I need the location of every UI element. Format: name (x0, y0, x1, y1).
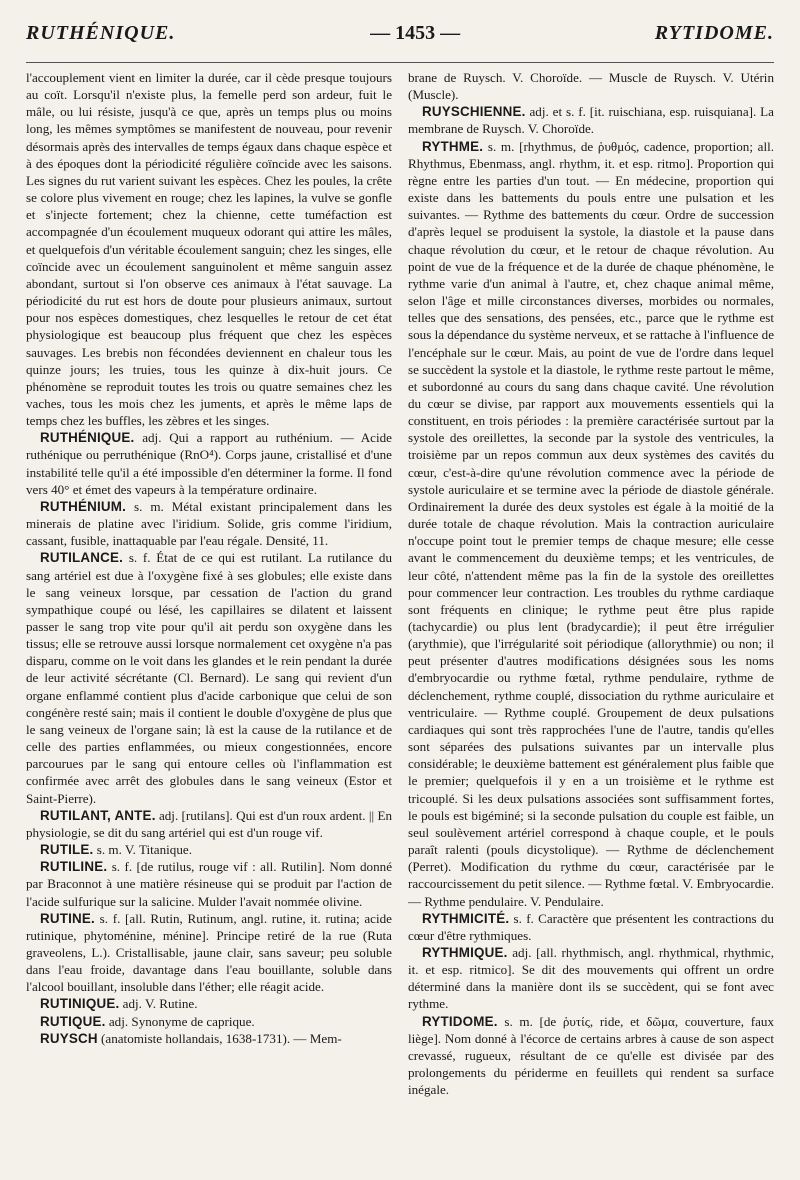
entry-text: adj. V. Rutine. (122, 996, 198, 1012)
entry-headword: RUTINIQUE. (40, 996, 120, 1012)
entry-headword: RUTILINE. (40, 859, 108, 875)
dictionary-entry (26, 841, 392, 858)
entry-headword: RYTHMICITÉ. (422, 910, 510, 926)
entry-text: brane de Ruysch. V. Choroïde. — Muscle de Ruysch. V. Utérin (Muscle). (408, 70, 774, 103)
entry-text: s. m. [de ῥυτίς, ride, et δῶμα, couverture, faux liège]. Nom donné à l'écorce de certains arbres à cause de son aspect crevassé, rugueux, résultant de ce qu'elle est divisée par des prolongements du périderme en feuillets qui rendent sa surface inégale. (408, 1013, 774, 1098)
dictionary-entry (26, 549, 392, 806)
entry-text: adj. [all. rhythmisch, angl. rhythmical, rhythmic, it. et esp. ritmico]. Se dit des mouvements qui offrent un ordre déterminé dans la manière dont ils se succèdent, qui se font avec rythme. (408, 944, 774, 1012)
entry-text: adj. [rutilans]. Qui est d'un roux ardent. || En physiologie, se dit du sang artériel qui est d'un rouge vif. (26, 807, 392, 840)
entry-headword: RUTHÉNIQUE. (40, 430, 135, 446)
entry-text: s. m. V. Titanique. (96, 842, 192, 858)
dictionary-entry (26, 429, 392, 498)
entry-headword: RUTHÉNIUM. (40, 498, 127, 514)
entry-text: adj. Synonyme de caprique. (108, 1013, 255, 1029)
dictionary-entry (26, 858, 392, 909)
dictionary-entry (26, 498, 392, 549)
dictionary-entry (26, 995, 392, 1012)
running-head-left: RUTHÉNIQUE. (26, 22, 176, 44)
left-column (26, 69, 392, 1179)
entry-text: s. f. [all. Rutin, Rutinum, angl. rutine, it. rutina; acide rutinique, phytoménine, ménine]. Principe retiré de la rue (Ruta graveolens, L.). Cristallisable, jaune clair, sans saveur; peu soluble dans l'eau froide, davantage dans l'eau bouillante, soluble dans l'alcool bouillant, insoluble dans l'éther; elle réagit acide. (26, 910, 392, 995)
page-header (26, 22, 774, 63)
entry-text: s. f. Caractère que présentent les contractions du cœur d'être rythmiques. (408, 910, 774, 943)
entry-text: s. m. Métal existant principalement dans les minerais de platine avec l'iridium. Solide, gris comme l'iridium, cassant, fusible, inattaquable par l'eau régale. Densité, 11. (26, 498, 392, 549)
entry-text: s. m. [rhythmus, de ῥυθμός, cadence, proportion; all. Rhythmus, Ebenmass, angl. rhythm, it. et esp. ritmo]. Proportion qui règne entre les parties d'un tout. — En médecine, proportion qui existe dans les battements du pouls entre une pulsation et les suivantes. — Rythme des battements du cœur. Ordre de succession d'après lequel se produisent la systole, la diastole et la pause dans chaque révolution du cœur, et le retour de chaque révolution. Au point de vue de la fréquence et de la durée de chaque phénomène, le rythme varie d'un animal à l'autre, et, chez chaque animal même, selon l'âge et mille circonstances diverses, morbides ou normales, telles que des sensations, des pensées, etc., parce que le rythme est sous la dépendance du système nerveux, et se rattache à l'influence de l'encéphale sur le cœur. Mais, au point de vue de l'ordre dans lequel se succèdent la systole et la diastole, le rythme reste partout le même, et subordonné au cours du sang dans chaque cavité. Une révolution du cœur se divise, par rapport aux mouvements essentiels qui la constituent, en trois périodes : la première caractérisée surtout par la systole des oreillettes, la seconde par la systole des ventricules, la troisième par un repos commun aux deux systèmes des cavités du cœur, c'est-à-dire qu'une révolution commence avec la période de systole auriculaire et se termine avec la période de diastole générale. Ordinairement la durée des deux systoles est égale à la moitié de la durée totale de chaque révolution. Mais la contraction auriculaire n'occupe point tout le premier temps de chaque mesure; elle cesse avant le commencement du deuxième temps; et les ventricules, de leur côté, n'attendent même pas la fin de la systole des oreillettes pour commencer leur contraction. Les troubles du rythme cardiaque sont fréquents en clinique; le rythme peut être plus rapide (tachycardie) ou plus lent (bradycardie); il peut être irrégulier (arythmie), que l'irrégularité soit périodique (allorythmie) ou non; il peut présenter d'autres modifications désignées sous les noms d'embryocardie ou rythme fœtal, rythme pendulaire, rythme de déclenchement, rythme couplé, dissociation du rythme auriculaire et ventriculaire. — Rythme couplé. Groupement de deux pulsations cardiaques qui sont très rapprochées l'une de l'autre, tandis qu'elles sont séparées des pulsations suivantes par un intervalle plus considérable; le deuxième battement est généralement plus faible que le premier; quelquefois il y en a un troisième et le rythme est tricouplé. Si les deux pulsations associées sont suffisamment fortes, le pouls est bigéminé; si la seconde pulsation du couple est faible, un seul soulèvement artériel correspond à chaque couple, et le pouls paraît ralenti (pouls dicystolique). — Rythme de déclenchement (Perret). Modification du rythme du cœur, caractérisée par le raccourcissement du petit silence. — Rythme fœtal. V. Embryocardie. — Rythme pendulaire. V. Pendulaire. (408, 138, 774, 909)
dictionary-entry (408, 910, 774, 944)
dictionary-entry (408, 138, 774, 910)
entry-headword: RUTIQUE. (40, 1013, 106, 1029)
running-head-right: RYTIDOME. (654, 22, 774, 44)
right-column (408, 69, 774, 1179)
entry-text: s. f. État de ce qui est rutilant. La rutilance du sang artériel est due à l'oxygène fixé à ses globules; elle existe dans le sang veineux lorsque, par cessation de l'action du grand sympathique coupé ou lésé, les capillaires se dilatent et laissent passer le sang trop vite pour qu'il ait perdu son oxygène dans les tissus; elle se retrouve aussi lorsque normalement cet oxygène n'a pas disparu, comme on le voit dans les glandes et le rein pendant la durée de leur activité sécrétante (Cl. Bernard). Le sang qui revient d'un organe enflammé contient plus d'acide carbonique que celui de son congénère resté sain; mais il contient le double d'oxygène de plus que le sang veineux de l'organe sain; là est la cause de la rutilance et de celle des parties enflammées, ou mieux congestionnées, encore parcourues par le sang qui entoure celles où l'inflammation est confirmée avec arrêt des globules dans le sang veineux (Estor et Saint-Pierre). (26, 550, 392, 806)
entry-text: adj. Qui a rapport au ruthénium. — Acide ruthénique ou perruthénique (RnO⁴). Corps jaune, cristallisé et d'une instabilité telle qu'il a été impossible d'en déterminer la forme. Il fond vers 40° et émet des vapeurs à la température ordinaire. (26, 430, 392, 497)
dictionary-entry (408, 69, 774, 103)
dictionary-entry (408, 103, 774, 137)
entry-headword: RYTHME. (422, 138, 484, 154)
dictionary-entry (26, 1030, 392, 1047)
text-columns (26, 69, 774, 1179)
entry-text: l'accouplement vient en limiter la durée, car il cède presque toujours au coït. Lorsqu'il n'existe plus, la femelle perd son ardeur, fuit le mâle, ou lui résiste, jusqu'à ce que, après un temps plus ou moins long, les mêmes symptômes se manifestent de nouveau, pour revenir désormais après des intervalles de temps égaux dans chaque espèce et à des époques dont la périodicité régulière coïncide avec les saisons. Les signes du rut varient suivant les espèces. Chez les poules, la crête se colore plus vivement en rouge; chez les lapines, la vulve se gonfle et s'injecte fortement; chez la chienne, cette tuméfaction est accompagnée d'un écoulement muqueux odorant qui attire les mâles, et quelquefois d'un véritable écoulement sanguin; chez les singes, elle coïncide avec un écoulement sanguinolent et même sanguin assez abondant, surtout si l'on observe ces animaux à l'état sauvage. La périodicité du rut est hors de doute pour plusieurs animaux, surtout pour nos espèces domestiques, chez lesquelles le retour de cet état physiologique est beaucoup plus fréquent que chez les espèces sauvages. Les brebis non fécondées deviennent en chaleur tous les quinze jours; les truies, tous les quinze à dix-huit jours. Ce phénomène se reproduit toutes les trois ou quatre semaines chez les vaches, tous les mois chez les juments, et après le même laps de temps chez les buffles, les zèbres et les singes. (26, 70, 392, 429)
entry-headword: RUTILANCE. (40, 550, 124, 566)
dictionary-entry (26, 910, 392, 996)
entry-headword: RUYSCH (40, 1030, 98, 1046)
dictionary-entry (26, 69, 392, 429)
entry-headword: RYTIDOME. (422, 1013, 498, 1029)
page-number: — 1453 — (370, 22, 461, 44)
dictionary-entry (408, 1013, 774, 1099)
dictionary-entry (26, 1013, 392, 1030)
entry-text: (anatomiste hollandais, 1638-1731). — Mem- (101, 1030, 342, 1046)
entry-headword: RYTHMIQUE. (422, 944, 508, 960)
dictionary-entry (408, 944, 774, 1013)
entry-headword: RUTILANT, ANTE. (40, 807, 156, 823)
entry-headword: RUYSCHIENNE. (422, 104, 526, 120)
entry-headword: RUTINE. (40, 910, 95, 926)
dictionary-entry (26, 807, 392, 841)
entry-text: adj. et s. f. [it. ruischiana, esp. ruisquiana]. La membrane de Ruysch. V. Choroïde. (408, 104, 774, 137)
entry-headword: RUTILE. (40, 842, 94, 858)
entry-text: s. f. [de rutilus, rouge vif : all. Rutilin]. Nom donné par Braconnot à une matière résineuse qui se produit par l'action de l'acide sulfurique sur la salicine. Mulder l'avait nommée olivine. (26, 859, 392, 909)
